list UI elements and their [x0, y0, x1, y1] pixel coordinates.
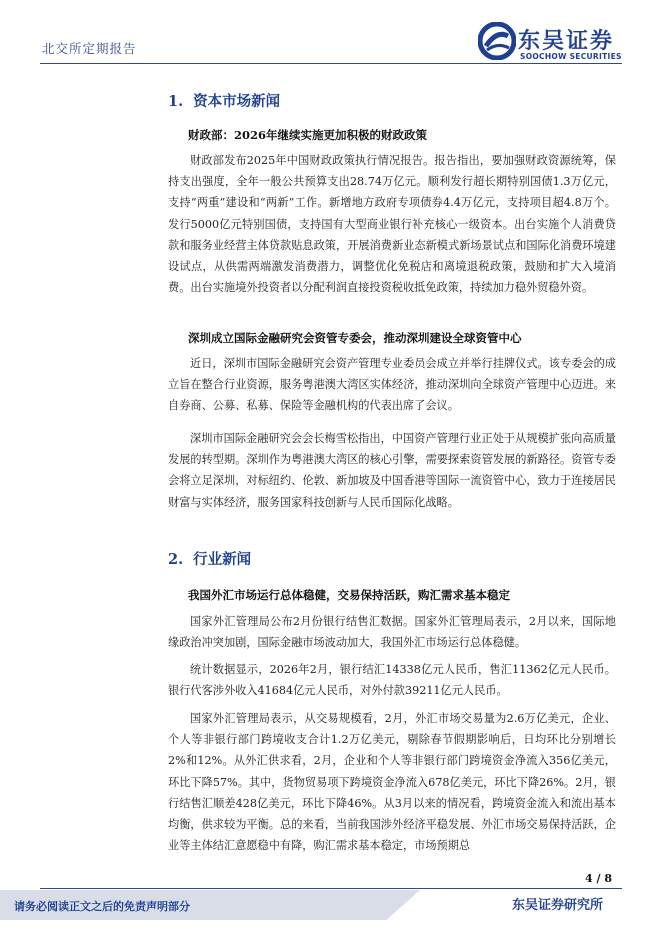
disclaimer-notice: 请务必阅读正文之后的免责声明部分 — [14, 900, 190, 913]
logo-cn-text: 东吴证券 — [518, 29, 615, 54]
section-number: 2. — [168, 551, 184, 568]
news-title: 财政部：2026年继续实施更加积极的财政政策 — [188, 128, 428, 142]
section-title-industry — [168, 548, 251, 569]
news-paragraph: 国家外汇管理局公布2月份银行结售汇数据。国家外汇管理局表示，2月以来，国际地缘政治冲突加剧，国际金融市场波动加大，我国外汇市场运行总体稳健。 — [168, 615, 616, 650]
news-title: 我国外汇市场运行总体稳健，交易保持活跃，购汇需求基本稳定 — [188, 588, 510, 602]
section-title-text: 行业新闻 — [193, 551, 252, 568]
company-logo — [478, 22, 628, 64]
section-title-capital-market — [168, 90, 280, 111]
research-institute-name: 东吴证券研究所 — [512, 898, 604, 913]
news-paragraph: 统计数据显示，2026年2月，银行结汇14338亿元人民币，售汇11362亿元人民币。银行代客涉外收入41684亿元人民币，对外付款39211亿元人民币。 — [168, 663, 616, 698]
news-paragraph: 深圳市国际金融研究会会长梅雪松指出，中国资产管理行业正处于从规模扩张向高质量发展的转型期。深圳作为粤港澳大湾区的核心引擎，需要探索资管发展的新路径。资管专委会将立足深圳，对标纽约、伦敦、新加坡及中国香港等国际一流资管中心，致力于连接居民财富与实体经济，服务国家科技创新与人民币国际化战略。 — [168, 432, 616, 509]
header-divider — [40, 63, 622, 64]
news-paragraph: 国家外汇管理局表示，从交易规模看，2月，外汇市场交易量为2.6万亿美元，企业、个人等非银行部门跨境收支合计1.2万亿美元，剔除春节假期影响后，日均环比分别增长2%和12%。从外汇供求看，2月，企业和个人等非银行部门跨境资金净流入356亿美元，环比下降57%。其中，货物贸易项下跨境资金净流入678亿美元，环比下降26%。2月，银行结售汇顺差428亿美元，环比下降46%。从3月以来的情况看，跨境资金流入和流出基本均衡，供求较为平衡。总的来看，当前我国涉外经济平稳发展、外汇市场交易保持活跃，企业等主体结汇意愿稳中有降，购汇需求基本稳定，市场预期总 — [168, 712, 616, 853]
logo-mark-icon — [478, 22, 516, 60]
logo-en-text: SOOCHOW SECURITIES — [520, 52, 622, 61]
news-title: 深圳成立国际金融研究会资管专委会，推动深圳建设全球资管中心 — [188, 331, 522, 345]
section-number: 1. — [168, 93, 184, 110]
news-paragraph: 近日，深圳市国际金融研究会资产管理专业委员会成立并举行挂牌仪式。该专委会的成立旨在整合行业资源，服务粤港澳大湾区实体经济，推动深圳向全球资产管理中心迈进。来自券商、公募、私募、保险等金融机构的代表出席了会议。 — [168, 357, 616, 413]
section-title-text: 资本市场新闻 — [193, 93, 281, 110]
news-paragraph: 财政部发布2025年中国财政政策执行情况报告。报告指出，要加强财政资源统筹，保持支出强度，全年一般公共预算支出28.74万亿元。顺利发行超长期特别国债1.3万亿元，支持“两重”建设和“两新”工作。新增地方政府专项债券4.4万亿元，支持项目超4.8万个。发行5000亿元特别国债，支持国有大型商业银行补充核心一级资本。出台实施个人消费贷款和服务业经营主体贷款贴息政策，开展消费新业态新模式新场景试点和国际化消费环境建设试点，从供需两端激发消费潜力，调整优化免税店和离境退税政策，鼓励和扩大入境消费。出台实施境外投资者以分配利润直接投资税收抵免政策，持续加力稳外贸稳外资。 — [168, 154, 616, 295]
report-type-label: 北交所定期报告 — [42, 41, 137, 56]
page-number: 4 / 8 — [585, 872, 612, 885]
footer-divider — [40, 888, 622, 889]
